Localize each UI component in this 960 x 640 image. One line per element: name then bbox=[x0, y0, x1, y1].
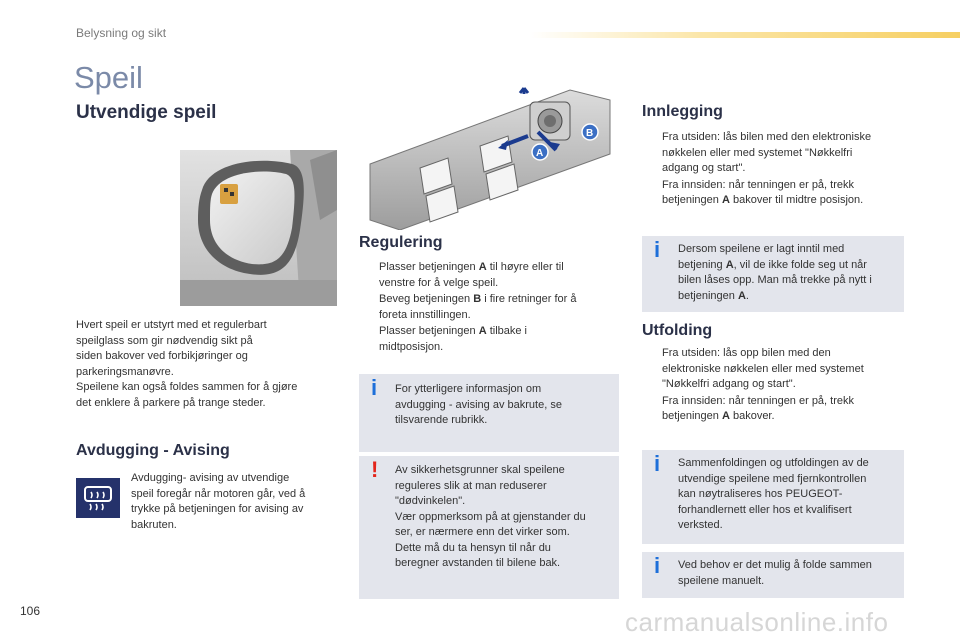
list-item: Beveg betjeningen B i fire retninger for å foreta innstillingen. bbox=[379, 293, 577, 321]
list-item: Plasser betjeningen A tilbake i midtposisjon. bbox=[379, 325, 527, 353]
list-item: Fra utsiden: lås opp bilen med den elektroniske nøkkelen eller med systemet "Nøkkelfri adgang og start". bbox=[662, 347, 864, 390]
warning-icon: ! bbox=[371, 457, 379, 482]
list-item: Plasser betjeningen A til høyre eller til venstre for å velge speil. bbox=[379, 261, 564, 289]
mirror-control-diagram bbox=[360, 84, 622, 230]
info-icon: i bbox=[654, 553, 661, 578]
list-item: Fra utsiden: lås bilen med den elektroniske nøkkelen eller med systemet "Nøkkelfri adgang og start". bbox=[662, 131, 872, 174]
watermark: carmanualsonline.info bbox=[625, 607, 889, 637]
list-item: Fra innsiden: når tenningen er på, trekk betjeningen A bakover. bbox=[662, 394, 855, 422]
defog-text: Avdugging- avising av utvendige speil foregår når motoren går, ved å trykke på betjeningen for avising av bakruten. bbox=[131, 472, 306, 531]
info-note-folded: i Dersom speilene er lagt inntil med betjening A, vil de ikke folde seg ut når bilen låses opp. Man må trekke på nytt i betjeningen A. bbox=[642, 236, 904, 312]
chapter-title: Belysning og sikt bbox=[76, 26, 167, 40]
section-heading-adjustment: Regulering bbox=[359, 234, 443, 251]
folding-list bbox=[642, 130, 904, 210]
info-note-defog: i For ytterligere informasjon om avdugging - avising av bakrute, se tilsvarende rubrikk. bbox=[359, 374, 619, 452]
header-accent-bar bbox=[530, 32, 960, 38]
page-number: 106 bbox=[20, 604, 41, 618]
section-heading-folding: Innlegging bbox=[642, 103, 723, 120]
info-icon: i bbox=[654, 237, 661, 262]
warning-note-blind-spot: ! Av sikkerhetsgrunner skal speilene reguleres slik at man reduserer "dødvinkelen". Vær oppmerksom på at gjenstander du ser, er nærmere enn det virker som. Dette må du ta hensyn til når du beregner avstanden til bilene bak. bbox=[359, 456, 619, 599]
mirror-illustration bbox=[180, 150, 337, 306]
list-item: Fra innsiden: når tenningen er på, trekk betjeningen A bakover til midtre posisjon. bbox=[662, 178, 864, 206]
info-note-manual: i Ved behov er det mulig å folde sammen speilene manuelt. bbox=[642, 552, 904, 598]
section-heading-unfolding: Utfolding bbox=[642, 322, 713, 339]
section-heading-defog: Avdugging - Avising bbox=[76, 442, 230, 459]
info-note-remote: i Sammenfoldingen og utfoldingen av de utvendige speilene med fjernkontrollen kan nøytraliseres hos PEUGEOT- forhandlernett eller hos et kvalifisert verksted. bbox=[642, 450, 904, 544]
info-icon: i bbox=[371, 375, 378, 400]
mirror-defog-icon bbox=[76, 478, 120, 518]
page-title: Speil bbox=[74, 60, 143, 95]
info-icon: i bbox=[654, 451, 661, 476]
adjustment-list bbox=[359, 260, 619, 356]
section-heading-exterior-mirrors: Utvendige speil bbox=[76, 102, 217, 123]
unfolding-list bbox=[642, 346, 904, 426]
diagram-label-b: B bbox=[586, 128, 594, 139]
intro-text: Hvert speil er utstyrt med et regulerbart speilglass som gir nødvendig sikt på siden bakover ved forbikjøringer og parkeringsmanøvre. Speilene kan også foldes sammen for å gjøre det enklere å parkere på trange steder. bbox=[76, 319, 298, 409]
diagram-label-a: A bbox=[536, 148, 544, 159]
